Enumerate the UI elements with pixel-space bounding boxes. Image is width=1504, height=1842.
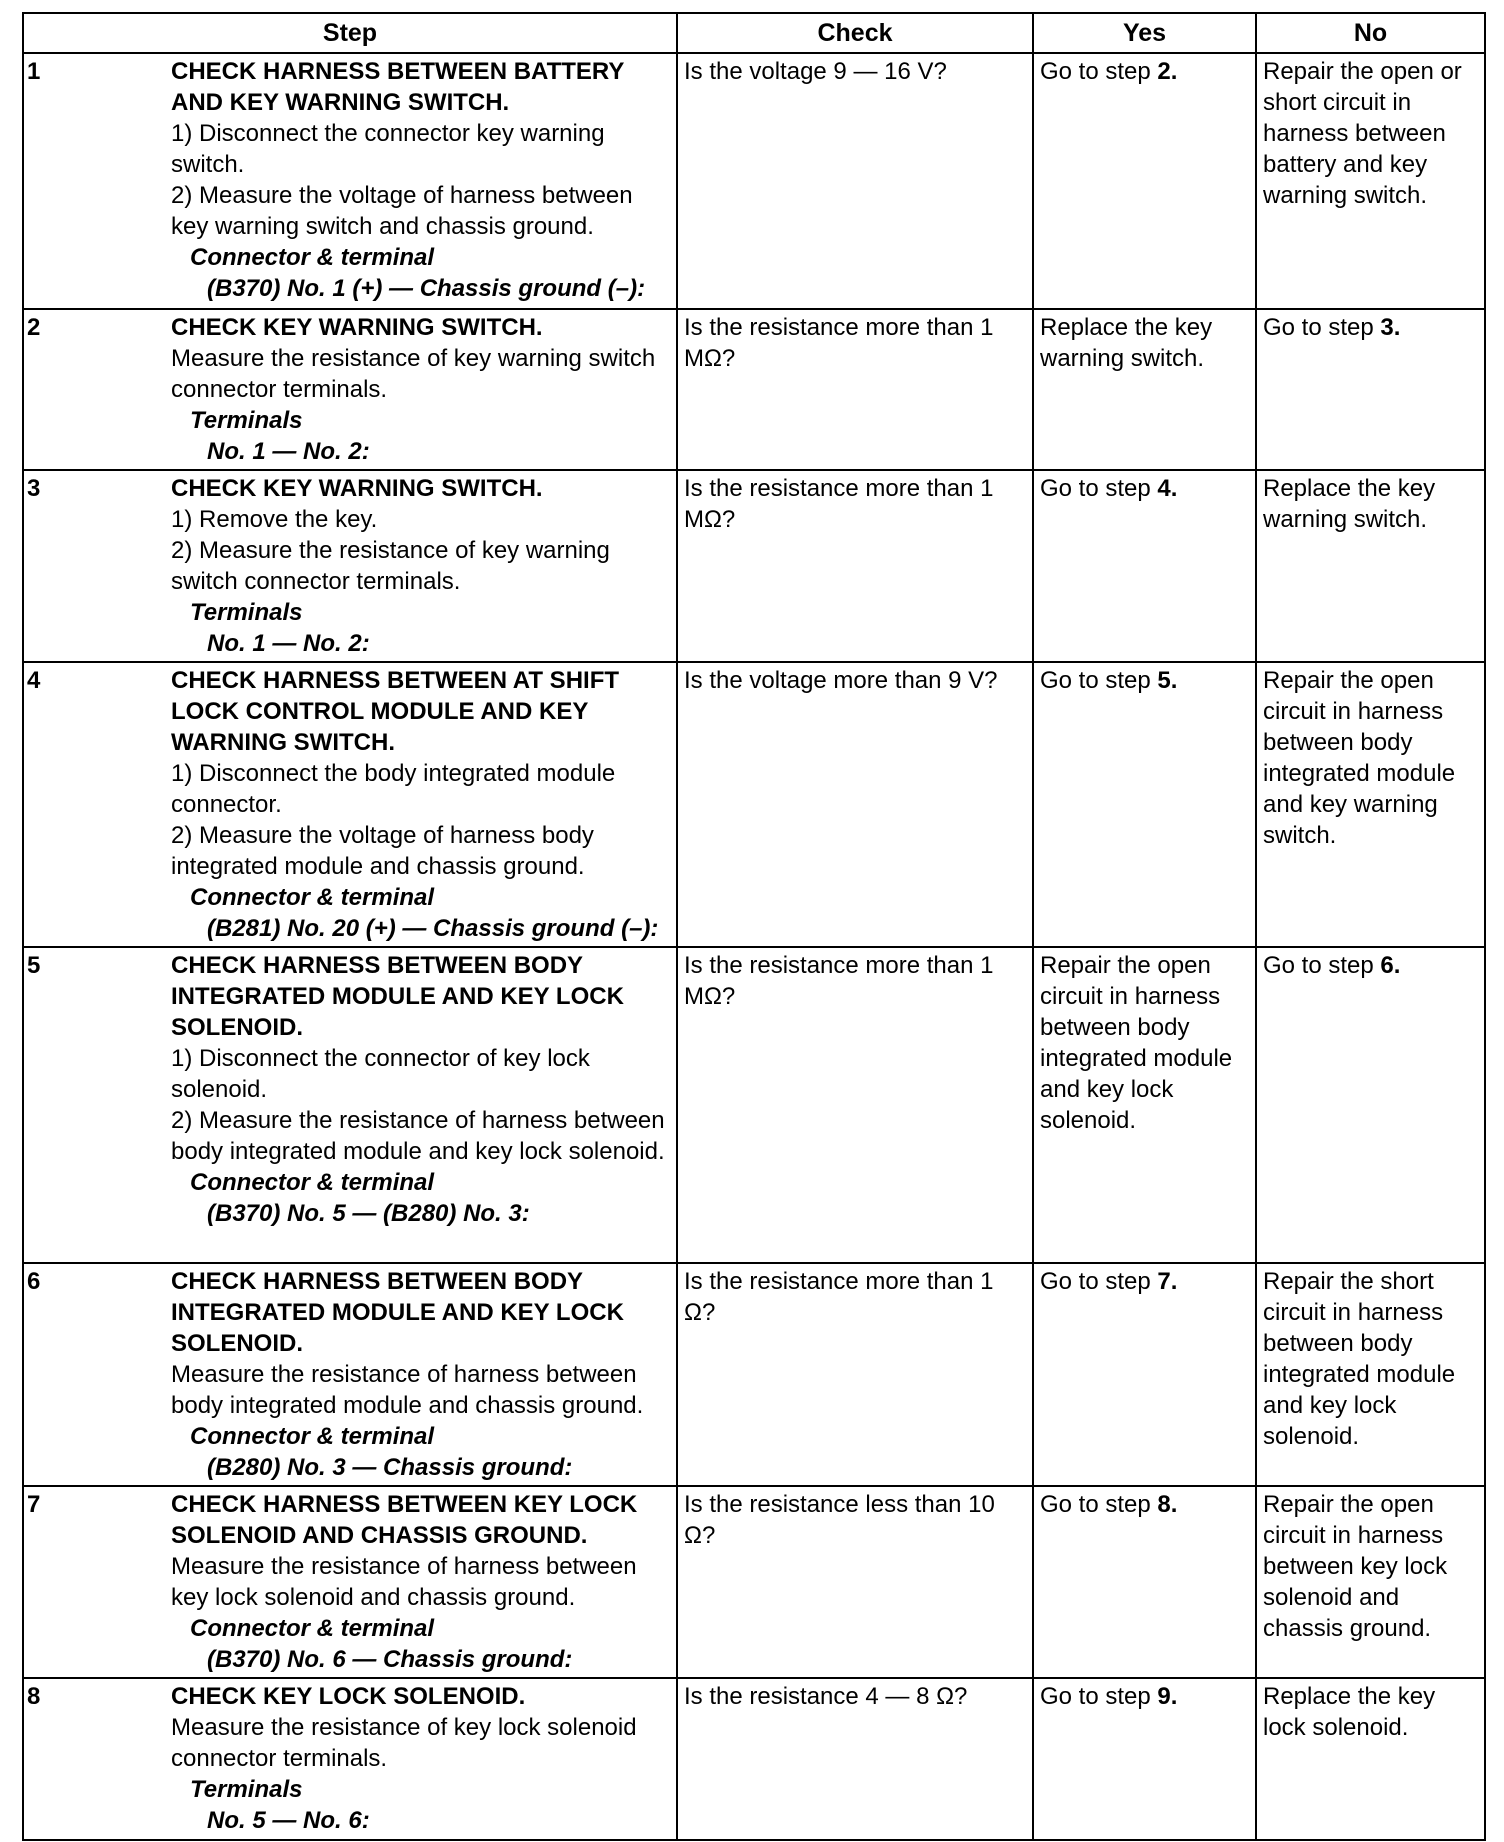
check-cell: Is the voltage more than 9 V? <box>677 662 1033 947</box>
no-text: Go to step <box>1263 314 1381 341</box>
check-cell: Is the voltage 9 — 16 V? <box>677 53 1033 309</box>
terminal-value: (B370) No. 5 — (B280) No. 3: <box>207 1200 530 1227</box>
step-instruction: 2) Measure the resistance of harness between body integrated module and key lock solenoid. <box>171 1107 665 1165</box>
yes-text: Go to step <box>1040 1268 1158 1295</box>
yes-cell <box>1033 53 1256 309</box>
no-cell <box>1256 1263 1485 1486</box>
table-row <box>23 53 1485 309</box>
step-cell <box>23 1486 677 1678</box>
no-cell <box>1256 1678 1485 1840</box>
terminal-value: No. 1 — No. 2: <box>207 438 370 465</box>
yes-step-ref: 5. <box>1157 667 1178 694</box>
no-text: Repair the open or short circuit in harness between battery and key warning switch. <box>1263 58 1462 209</box>
no-cell <box>1256 53 1485 309</box>
table-row <box>23 309 1485 470</box>
check-cell: Is the resistance less than 10 Ω? <box>677 1486 1033 1678</box>
yes-cell <box>1033 662 1256 947</box>
check-cell: Is the resistance more than 1 MΩ? <box>677 470 1033 662</box>
table-row <box>23 662 1485 947</box>
yes-text: Replace the key warning switch. <box>1040 314 1213 372</box>
yes-step-ref: 9. <box>1157 1683 1178 1710</box>
header-row <box>23 13 1485 53</box>
step-title: CHECK KEY WARNING SWITCH. <box>171 475 543 502</box>
step-instruction: 1) Disconnect the connector key warning switch. <box>171 120 605 178</box>
step-instruction: 1) Disconnect the body integrated module connector. <box>171 760 616 818</box>
yes-step-ref: 2. <box>1157 58 1178 85</box>
step-instruction: 2) Measure the resistance of key warning switch connector terminals. <box>171 537 610 595</box>
step-number: 6 <box>27 1268 41 1295</box>
step-title: CHECK HARNESS BETWEEN BODY INTEGRATED MODULE AND KEY LOCK SOLENOID. <box>171 952 624 1041</box>
check-cell: Is the resistance more than 1 MΩ? <box>677 309 1033 470</box>
check-cell: Is the resistance 4 — 8 Ω? <box>677 1678 1033 1840</box>
yes-cell <box>1033 1486 1256 1678</box>
yes-cell <box>1033 470 1256 662</box>
step-number: 2 <box>27 314 41 341</box>
step-instruction: 2) Measure the voltage of harness body integrated module and chassis ground. <box>171 822 594 880</box>
no-text: Repair the open circuit in harness between body integrated module and key warning switch. <box>1263 667 1456 849</box>
no-cell <box>1256 309 1485 470</box>
no-text: Replace the key warning switch. <box>1263 475 1436 533</box>
diagnostic-table <box>22 12 1486 1841</box>
terminal-value: (B370) No. 1 (+) — Chassis ground (–): <box>207 275 646 302</box>
step-cell <box>23 947 677 1263</box>
yes-text: Go to step <box>1040 667 1158 694</box>
no-cell <box>1256 470 1485 662</box>
header-no: No <box>1256 13 1485 53</box>
step-title: CHECK KEY LOCK SOLENOID. <box>171 1683 526 1710</box>
terminal-value: (B281) No. 20 (+) — Chassis ground (–): <box>207 915 659 942</box>
terminal-label: Terminals <box>190 1776 303 1803</box>
yes-step-ref: 8. <box>1157 1491 1178 1518</box>
step-cell <box>23 309 677 470</box>
yes-text: Go to step <box>1040 1683 1158 1710</box>
terminal-label: Terminals <box>190 407 303 434</box>
step-instruction: Measure the resistance of key warning switch connector terminals. <box>171 345 656 403</box>
yes-cell <box>1033 309 1256 470</box>
terminal-label: Connector & terminal <box>190 884 435 911</box>
step-title: CHECK HARNESS BETWEEN BODY INTEGRATED MODULE AND KEY LOCK SOLENOID. <box>171 1268 624 1357</box>
yes-text: Go to step <box>1040 475 1158 502</box>
step-number: 1 <box>27 58 41 85</box>
no-cell <box>1256 947 1485 1263</box>
step-instruction: Measure the resistance of key lock solenoid connector terminals. <box>171 1714 637 1772</box>
terminal-label: Connector & terminal <box>190 1615 435 1642</box>
terminal-value: (B370) No. 6 — Chassis ground: <box>207 1646 573 1673</box>
no-text: Go to step <box>1263 952 1381 979</box>
header-yes: Yes <box>1033 13 1256 53</box>
terminal-value: (B280) No. 3 — Chassis ground: <box>207 1454 573 1481</box>
terminal-label: Terminals <box>190 599 303 626</box>
step-title: CHECK HARNESS BETWEEN KEY LOCK SOLENOID AND CHASSIS GROUND. <box>171 1491 638 1549</box>
terminal-label: Connector & terminal <box>190 1169 435 1196</box>
step-cell <box>23 470 677 662</box>
step-title: CHECK HARNESS BETWEEN AT SHIFT LOCK CONTROL MODULE AND KEY WARNING SWITCH. <box>171 667 620 756</box>
table-row <box>23 1486 1485 1678</box>
terminal-label: Connector & terminal <box>190 1423 435 1450</box>
no-step-ref: 3. <box>1380 314 1401 341</box>
step-cell <box>23 662 677 947</box>
yes-step-ref: 7. <box>1157 1268 1178 1295</box>
table-row <box>23 1678 1485 1840</box>
step-number: 3 <box>27 475 41 502</box>
no-step-ref: 6. <box>1380 952 1401 979</box>
step-instruction: 1) Remove the key. <box>171 506 378 533</box>
yes-text: Repair the open circuit in harness between body integrated module and key lock solenoid. <box>1040 952 1233 1134</box>
step-instruction: 2) Measure the voltage of harness between key warning switch and chassis ground. <box>171 182 633 240</box>
no-text: Replace the key lock solenoid. <box>1263 1683 1436 1741</box>
yes-text: Go to step <box>1040 58 1158 85</box>
table-row <box>23 1263 1485 1486</box>
step-title: CHECK HARNESS BETWEEN BATTERY AND KEY WARNING SWITCH. <box>171 58 624 116</box>
header-step: Step <box>23 13 677 53</box>
step-number: 5 <box>27 952 41 979</box>
step-instruction: 1) Disconnect the connector of key lock solenoid. <box>171 1045 590 1103</box>
table-row <box>23 470 1485 662</box>
no-cell <box>1256 662 1485 947</box>
step-instruction: Measure the resistance of harness between body integrated module and chassis ground. <box>171 1361 644 1419</box>
terminal-label: Connector & terminal <box>190 244 435 271</box>
no-text: Repair the short circuit in harness between body integrated module and key lock solenoid. <box>1263 1268 1456 1450</box>
step-cell <box>23 53 677 309</box>
step-instruction: Measure the resistance of harness between key lock solenoid and chassis ground. <box>171 1553 637 1611</box>
terminal-value: No. 5 — No. 6: <box>207 1807 370 1834</box>
yes-text: Go to step <box>1040 1491 1158 1518</box>
check-cell: Is the resistance more than 1 MΩ? <box>677 947 1033 1263</box>
no-text: Repair the open circuit in harness between key lock solenoid and chassis ground. <box>1263 1491 1448 1642</box>
terminal-value: No. 1 — No. 2: <box>207 630 370 657</box>
header-check: Check <box>677 13 1033 53</box>
yes-step-ref: 4. <box>1157 475 1178 502</box>
step-number: 7 <box>27 1491 41 1518</box>
step-cell <box>23 1678 677 1840</box>
yes-cell <box>1033 1263 1256 1486</box>
yes-cell <box>1033 947 1256 1263</box>
step-title: CHECK KEY WARNING SWITCH. <box>171 314 543 341</box>
step-cell <box>23 1263 677 1486</box>
step-number: 4 <box>27 667 41 694</box>
no-cell <box>1256 1486 1485 1678</box>
table-row <box>23 947 1485 1263</box>
step-number: 8 <box>27 1683 41 1710</box>
yes-cell <box>1033 1678 1256 1840</box>
check-cell: Is the resistance more than 1 Ω? <box>677 1263 1033 1486</box>
